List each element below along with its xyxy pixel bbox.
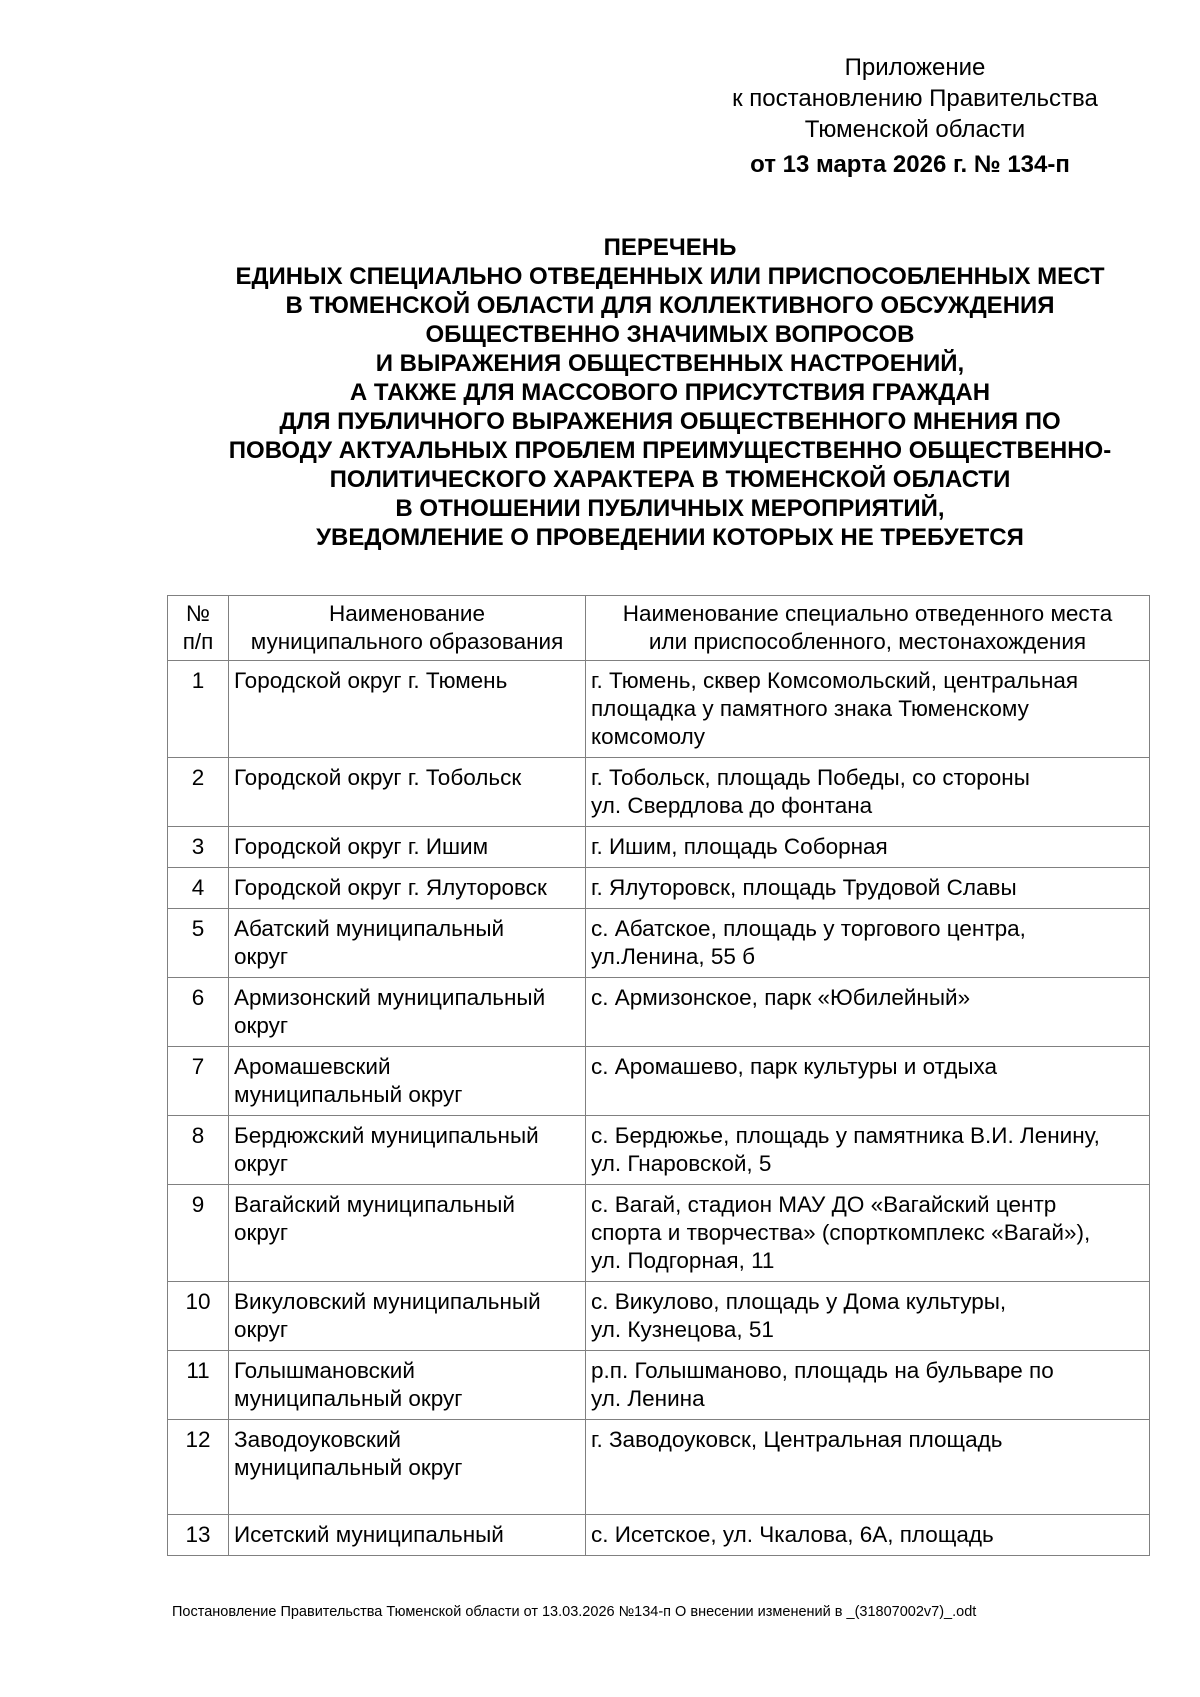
place-line: с. Исетское, ул. Чкалова, 6А, площадь bbox=[591, 1522, 994, 1547]
row-number: 1 bbox=[168, 661, 229, 758]
table-row bbox=[168, 1047, 1150, 1116]
appendix-label: Приложение bbox=[844, 54, 986, 81]
place-line: г. Ялуторовск, площадь Трудовой Славы bbox=[591, 875, 1017, 900]
place-line: г. Тобольск, площадь Победы, со стороны bbox=[591, 765, 1030, 790]
place-line: г. Ишим, площадь Соборная bbox=[591, 834, 888, 859]
row-number: 4 bbox=[168, 868, 229, 909]
table-row bbox=[168, 758, 1150, 827]
place-line: с. Аромашево, парк культуры и отдыха bbox=[591, 1054, 997, 1079]
municipality-line: Абатский муниципальный bbox=[234, 916, 505, 941]
place-line: с. Вагай, стадион МАУ ДО «Вагайский центр bbox=[591, 1192, 1057, 1217]
place-line: ул. Ленина bbox=[591, 1386, 705, 1411]
row-place bbox=[586, 1351, 1150, 1420]
header-place bbox=[586, 596, 1150, 661]
municipality-line: Исетский муниципальный bbox=[234, 1522, 504, 1547]
municipality-line: округ bbox=[234, 944, 289, 969]
row-municipality bbox=[229, 1515, 586, 1556]
document-footer: Постановление Правительства Тюменской области от 13.03.2026 №134-п О внесении изменений в _(31807002v7)_.odt bbox=[172, 1604, 977, 1620]
municipality-line: округ bbox=[234, 1013, 289, 1038]
title-line: ОБЩЕСТВЕННО ЗНАЧИМЫХ ВОПРОСОВ bbox=[425, 321, 915, 348]
municipality-line: Городской округ г. Тобольск bbox=[234, 765, 522, 790]
table-row bbox=[168, 661, 1150, 758]
municipality-line: Городской округ г. Ишим bbox=[234, 834, 489, 859]
municipality-line: Городской округ г. Тюмень bbox=[234, 668, 508, 693]
place-line: комсомолу bbox=[591, 724, 705, 749]
place-line: ул. Свердлова до фонтана bbox=[591, 793, 873, 818]
title-line: В ОТНОШЕНИИ ПУБЛИЧНЫХ МЕРОПРИЯТИЙ, bbox=[395, 495, 945, 522]
table-row bbox=[168, 909, 1150, 978]
place-line: с. Бердюжье, площадь у памятника В.И. Ленину, bbox=[591, 1123, 1100, 1148]
row-municipality bbox=[229, 827, 586, 868]
place-line: с. Армизонское, парк «Юбилейный» bbox=[591, 985, 971, 1010]
title-line: А ТАКЖЕ ДЛЯ МАССОВОГО ПРИСУТСТВИЯ ГРАЖДАН bbox=[349, 379, 991, 406]
title-line: ПОВОДУ АКТУАЛЬНЫХ ПРОБЛЕМ ПРЕИМУЩЕСТВЕННО ОБЩЕСТВЕННО- bbox=[228, 437, 1112, 464]
row-municipality bbox=[229, 909, 586, 978]
place-line: г. Тюмень, сквер Комсомольский, центральная bbox=[591, 668, 1079, 693]
table-row bbox=[168, 827, 1150, 868]
municipality-line: муниципальный округ bbox=[234, 1082, 463, 1107]
row-municipality bbox=[229, 1282, 586, 1351]
table-body bbox=[168, 661, 1150, 1556]
appendix-region: Тюменской области bbox=[804, 116, 1026, 143]
row-number: 6 bbox=[168, 978, 229, 1047]
row-place bbox=[586, 1185, 1150, 1282]
header-number bbox=[168, 596, 229, 661]
row-municipality bbox=[229, 1047, 586, 1116]
place-line: с. Абатское, площадь у торгового центра, bbox=[591, 916, 1026, 941]
table-row bbox=[168, 1185, 1150, 1282]
row-place bbox=[586, 868, 1150, 909]
appendix-reference: к постановлению Правительства bbox=[732, 85, 1098, 112]
municipality-line: Бердюжский муниципальный bbox=[234, 1123, 539, 1148]
table-row bbox=[168, 1351, 1150, 1420]
place-line: площадка у памятного знака Тюменскому bbox=[591, 696, 1029, 721]
title-line: УВЕДОМЛЕНИЕ О ПРОВЕДЕНИИ КОТОРЫХ НЕ ТРЕБУЕТСЯ bbox=[316, 524, 1024, 551]
row-municipality bbox=[229, 978, 586, 1047]
table-row bbox=[168, 868, 1150, 909]
header-place-line: или приспособленного, местонахождения bbox=[648, 629, 1087, 654]
municipality-line: Голышмановский bbox=[234, 1358, 415, 1383]
place-line: ул. Подгорная, 11 bbox=[591, 1248, 775, 1273]
row-municipality bbox=[229, 661, 586, 758]
municipality-line: округ bbox=[234, 1151, 289, 1176]
title-line: ПОЛИТИЧЕСКОГО ХАРАКТЕРА В ТЮМЕНСКОЙ ОБЛАСТИ bbox=[329, 466, 1011, 493]
row-number: 9 bbox=[168, 1185, 229, 1282]
row-number: 7 bbox=[168, 1047, 229, 1116]
municipality-line: муниципальный округ bbox=[234, 1455, 463, 1480]
title-line: ЕДИНЫХ СПЕЦИАЛЬНО ОТВЕДЕННЫХ ИЛИ ПРИСПОСОБЛЕННЫХ МЕСТ bbox=[235, 263, 1105, 290]
row-municipality bbox=[229, 1351, 586, 1420]
municipality-line: Вагайский муниципальный bbox=[234, 1192, 515, 1217]
row-municipality bbox=[229, 1185, 586, 1282]
row-place bbox=[586, 661, 1150, 758]
title-line: И ВЫРАЖЕНИЯ ОБЩЕСТВЕННЫХ НАСТРОЕНИЙ, bbox=[375, 350, 965, 377]
municipality-line: округ bbox=[234, 1317, 289, 1342]
appendix-header bbox=[690, 52, 1150, 180]
row-number: 10 bbox=[168, 1282, 229, 1351]
document-title bbox=[130, 233, 1200, 552]
row-number: 8 bbox=[168, 1116, 229, 1185]
place-line: г. Заводоуковск, Центральная площадь bbox=[591, 1427, 1003, 1452]
place-line: р.п. Голышманово, площадь на бульваре по bbox=[591, 1358, 1054, 1383]
row-place bbox=[586, 1282, 1150, 1351]
title-line: В ТЮМЕНСКОЙ ОБЛАСТИ ДЛЯ КОЛЛЕКТИВНОГО ОБСУЖДЕНИЯ bbox=[285, 292, 1055, 319]
row-place bbox=[586, 758, 1150, 827]
table-row bbox=[168, 1515, 1150, 1556]
header-municipality-line: муниципального образования bbox=[250, 629, 564, 654]
municipality-line: муниципальный округ bbox=[234, 1386, 463, 1411]
title-line: ДЛЯ ПУБЛИЧНОГО ВЫРАЖЕНИЯ ОБЩЕСТВЕННОГО МНЕНИЯ ПО bbox=[279, 408, 1061, 435]
places-table bbox=[167, 595, 1150, 1556]
table-header-row bbox=[168, 596, 1150, 661]
municipality-line: округ bbox=[234, 1220, 289, 1245]
header-municipality-line: Наименование bbox=[329, 601, 485, 626]
table-row bbox=[168, 1420, 1150, 1515]
row-number: 13 bbox=[168, 1515, 229, 1556]
header-municipality bbox=[229, 596, 586, 661]
place-line: спорта и творчества» (спорткомплекс «Вагай»), bbox=[591, 1220, 1091, 1245]
place-line: ул.Ленина, 55 б bbox=[591, 944, 756, 969]
row-place bbox=[586, 909, 1150, 978]
row-place bbox=[586, 1116, 1150, 1185]
table-row bbox=[168, 1116, 1150, 1185]
row-place bbox=[586, 1515, 1150, 1556]
row-municipality bbox=[229, 1116, 586, 1185]
municipality-line: Заводоуковский bbox=[234, 1427, 402, 1452]
header-number-line: п/п bbox=[182, 629, 214, 654]
place-line: ул. Кузнецова, 51 bbox=[591, 1317, 774, 1342]
row-place bbox=[586, 978, 1150, 1047]
row-municipality bbox=[229, 1420, 586, 1515]
row-number: 2 bbox=[168, 758, 229, 827]
row-number: 5 bbox=[168, 909, 229, 978]
table-row bbox=[168, 1282, 1150, 1351]
title-line: ПЕРЕЧЕНЬ bbox=[603, 234, 737, 261]
place-line: ул. Гнаровской, 5 bbox=[591, 1151, 772, 1176]
header-number-line: № bbox=[185, 601, 211, 626]
table-row bbox=[168, 978, 1150, 1047]
municipality-line: Викуловский муниципальный bbox=[234, 1289, 541, 1314]
row-municipality bbox=[229, 758, 586, 827]
row-place bbox=[586, 1420, 1150, 1515]
row-place bbox=[586, 827, 1150, 868]
row-number: 3 bbox=[168, 827, 229, 868]
row-place bbox=[586, 1047, 1150, 1116]
municipality-line: Аромашевский bbox=[234, 1054, 391, 1079]
place-line: с. Викулово, площадь у Дома культуры, bbox=[591, 1289, 1007, 1314]
row-number: 11 bbox=[168, 1351, 229, 1420]
row-number: 12 bbox=[168, 1420, 229, 1515]
header-place-line: Наименование специально отведенного места bbox=[622, 601, 1113, 626]
municipality-line: Городской округ г. Ялуторовск bbox=[234, 875, 547, 900]
municipality-line: Армизонский муниципальный bbox=[234, 985, 546, 1010]
appendix-date-number: от 13 марта 2026 г. № 134-п bbox=[750, 151, 1070, 178]
row-municipality bbox=[229, 868, 586, 909]
